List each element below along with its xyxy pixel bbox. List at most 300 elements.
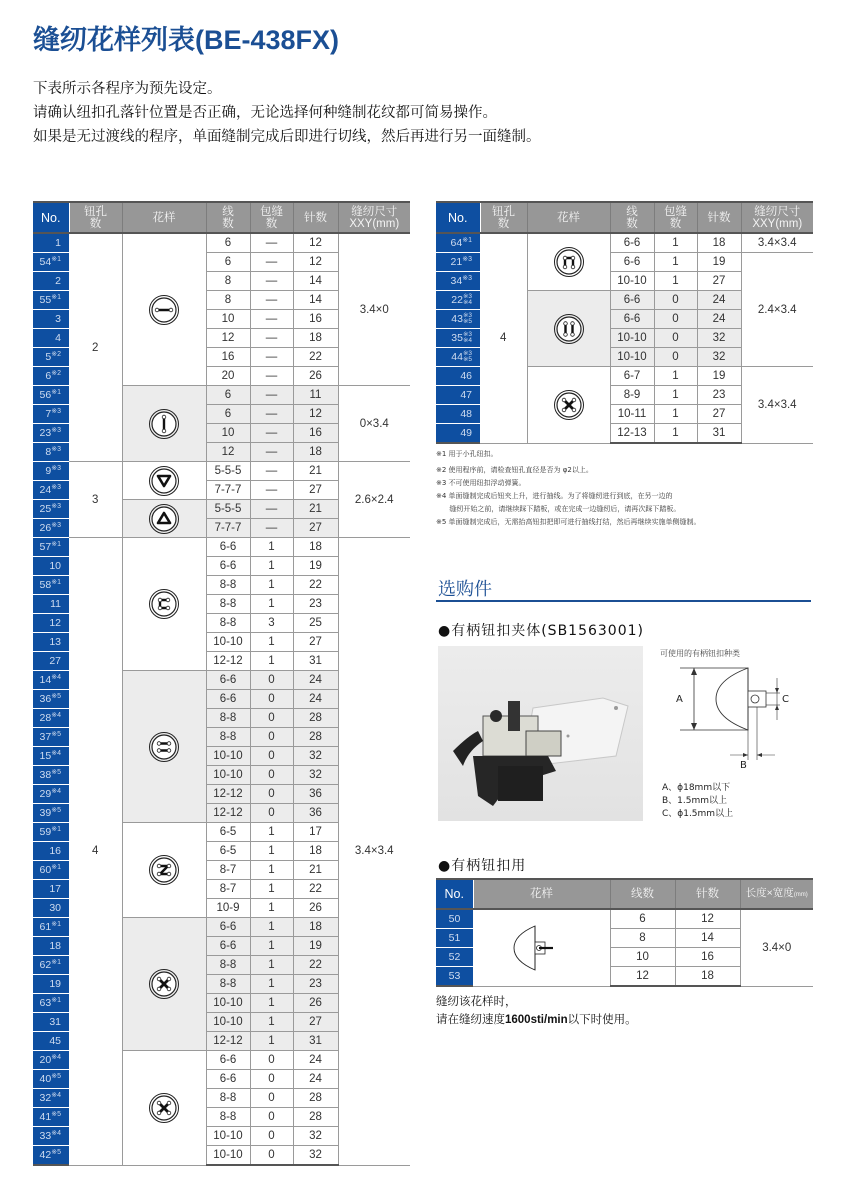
overlock-count: 0 — [250, 1146, 293, 1166]
shank-button-diagram — [660, 660, 800, 770]
footnote-mark: ※5 — [51, 1073, 61, 1080]
program-number: 3 — [33, 310, 69, 329]
caption-line-1: 缝纫该花样时， — [436, 994, 517, 1008]
program-number: 17 — [33, 880, 69, 899]
hole-count: 2 — [69, 233, 122, 462]
overlock-count: 0 — [250, 1051, 293, 1070]
program-number: 46 — [436, 367, 480, 386]
thread-count: 6 — [206, 405, 250, 424]
thread-count: 12-13 — [610, 424, 654, 444]
sew-size: 2.4×3.4 — [741, 253, 813, 367]
table-row — [33, 462, 410, 481]
thread-count: 12-12 — [206, 785, 250, 804]
overlock-count: 1 — [250, 994, 293, 1013]
header-no: No. — [33, 202, 69, 233]
thread-count: 6-6 — [206, 557, 250, 576]
program-number: 60$^{※1}$ — [33, 861, 69, 880]
pattern-cell — [122, 671, 206, 823]
overlock-count: 1 — [654, 233, 697, 253]
footnote-mark: ※3 ※5 — [462, 312, 472, 326]
stitch-count: 26 — [293, 899, 338, 918]
stitch-count: 28 — [293, 709, 338, 728]
stitch-count: 27 — [293, 519, 338, 538]
overlock-count: 1 — [250, 918, 293, 937]
footnote-mark: ※3 — [462, 275, 472, 282]
pattern-cell — [122, 823, 206, 918]
thread-count: 8-8 — [206, 1108, 250, 1127]
stitch-count: 27 — [293, 633, 338, 652]
overlock-count: — — [250, 519, 293, 538]
shank-button-stitch-icon — [473, 923, 610, 973]
footnote-4: ※4 单面缝制完成后钮夹上升，进行抽线。为了将缝纫进行到底，在另一边的 — [436, 492, 673, 500]
overlock-count: — — [250, 310, 293, 329]
program-number: 55$^{※1}$ — [33, 291, 69, 310]
sew-size: 3.4×3.4 — [741, 233, 813, 253]
overlock-count: 0 — [250, 1089, 293, 1108]
stitch-count: 23 — [293, 595, 338, 614]
overlock-count: — — [250, 386, 293, 405]
stitch-count: 32 — [697, 348, 741, 367]
vertical-bar-stitch-icon — [123, 408, 206, 440]
pattern-cell — [473, 909, 610, 986]
header-threads: 线 数 — [610, 202, 654, 233]
stitch-count: 24 — [697, 291, 741, 310]
program-number: 36$^{※5}$ — [33, 690, 69, 709]
pattern-cell — [122, 500, 206, 538]
overlock-count: 0 — [250, 766, 293, 785]
program-number: 35※3 ※4 — [436, 329, 480, 348]
header-pattern: 花样 — [473, 879, 610, 909]
thread-count: 10 — [206, 424, 250, 443]
stitch-count: 21 — [293, 861, 338, 880]
program-number: 14$^{※4}$ — [33, 671, 69, 690]
stitch-count: 16 — [675, 948, 740, 967]
cross-stitch-icon — [528, 389, 610, 421]
thread-count: 8-8 — [206, 595, 250, 614]
overlock-count: 0 — [654, 329, 697, 348]
program-number: 10 — [33, 557, 69, 576]
footnote-mark: ※1 — [51, 826, 61, 833]
program-number: 15$^{※4}$ — [33, 747, 69, 766]
shank-pattern-table — [436, 878, 813, 987]
stitch-count: 16 — [293, 310, 338, 329]
table-row — [436, 233, 813, 253]
program-number: 44※3 ※5 — [436, 348, 480, 367]
program-number: 22※3 ※4 — [436, 291, 480, 310]
page-title: 缝纫花样列表(BE-438FX) — [33, 25, 340, 55]
label-b: B — [740, 760, 747, 771]
intro-line-1: 下表所示各程序为预先设定。 — [33, 81, 222, 97]
program-number: 25$^{※3}$ — [33, 500, 69, 519]
spec-c: C、ϕ1.5mm以上 — [662, 809, 734, 819]
thread-count: 6-6 — [610, 310, 654, 329]
footnote-mark: ※4 — [51, 788, 61, 795]
thread-count: 8-8 — [206, 1089, 250, 1108]
thread-count: 6-6 — [206, 671, 250, 690]
stitch-count: 23 — [697, 386, 741, 405]
thread-count: 5-5-5 — [206, 462, 250, 481]
c-shape-stitch-icon — [123, 588, 206, 620]
pattern-cell — [527, 291, 610, 367]
stitch-count: 28 — [293, 1089, 338, 1108]
stitch-count: 18 — [293, 538, 338, 557]
header-pattern: 花样 — [122, 202, 206, 233]
overlock-count: 1 — [250, 1013, 293, 1032]
stitch-count: 36 — [293, 804, 338, 823]
footnote-mark: ※4 — [51, 1054, 61, 1061]
stitch-count: 14 — [293, 272, 338, 291]
thread-count: 6-6 — [206, 538, 250, 557]
footnote-mark: ※3 — [51, 484, 61, 491]
footnote-mark: ※5 — [51, 1149, 61, 1156]
overlock-count: 0 — [250, 671, 293, 690]
pattern-cell — [122, 386, 206, 462]
thread-count: 8-8 — [206, 709, 250, 728]
sew-size: 2.6×2.4 — [338, 462, 410, 538]
footnote-mark: ※3 — [51, 408, 61, 415]
thread-count: 12 — [610, 967, 675, 987]
program-number: 47 — [436, 386, 480, 405]
header-size: 缝纫尺寸 XXY(mm) — [741, 202, 813, 233]
overlock-count: 0 — [654, 291, 697, 310]
overlock-count: — — [250, 481, 293, 500]
thread-count: 6-7 — [610, 367, 654, 386]
program-number: 6$^{※2}$ — [33, 367, 69, 386]
overlock-count: — — [250, 405, 293, 424]
overlock-count: — — [250, 272, 293, 291]
horizontal-bar-stitch-icon — [123, 294, 206, 326]
thread-count: 12 — [206, 443, 250, 462]
thread-count: 6-6 — [610, 233, 654, 253]
footnote-mark: ※3 — [51, 446, 61, 453]
overlock-count: 0 — [250, 709, 293, 728]
header-no: No. — [436, 202, 480, 233]
overlock-count: 1 — [654, 367, 697, 386]
program-number: 33$^{※4}$ — [33, 1127, 69, 1146]
program-number: 49 — [436, 424, 480, 444]
thread-count: 5-5-5 — [206, 500, 250, 519]
program-number: 48 — [436, 405, 480, 424]
footnote-3: ※3 不可使用纽扣浮动弹簧。 — [436, 479, 526, 487]
stitch-count: 17 — [293, 823, 338, 842]
thread-count: 12 — [206, 329, 250, 348]
thread-count: 8-8 — [206, 576, 250, 595]
footnote-mark: ※3 — [51, 427, 61, 434]
program-number: 43※3 ※5 — [436, 310, 480, 329]
program-number: 19 — [33, 975, 69, 994]
thread-count: 10-10 — [206, 1127, 250, 1146]
thread-count: 10-10 — [206, 1013, 250, 1032]
footnote-mark: ※4 — [51, 1130, 61, 1137]
overlock-count: 1 — [654, 272, 697, 291]
hole-count: 3 — [69, 462, 122, 538]
thread-count: 6-6 — [610, 291, 654, 310]
overlock-count: 1 — [250, 823, 293, 842]
header-stitches: 针数 — [293, 202, 338, 233]
footnote-4-cont: 缝纫开始之前，请继续踩下踏板，或在完成一边缝纫后，请再次踩下踏板。 — [436, 505, 681, 513]
thread-count: 6-6 — [206, 918, 250, 937]
overlock-count: 0 — [250, 690, 293, 709]
thread-count: 10-11 — [610, 405, 654, 424]
stitch-count: 24 — [293, 671, 338, 690]
overlock-count: 1 — [250, 937, 293, 956]
clamp-title: ●有柄钮扣夹体(SB1563001) — [438, 623, 644, 639]
stitch-count: 28 — [293, 728, 338, 747]
thread-count: 10 — [206, 310, 250, 329]
program-number: 24$^{※3}$ — [33, 481, 69, 500]
triangle-up-stitch-icon — [123, 503, 206, 535]
footnote-mark: ※3 — [51, 465, 61, 472]
program-number: 37$^{※5}$ — [33, 728, 69, 747]
thread-count: 8 — [610, 929, 675, 948]
header-overlock: 包缝 数 — [654, 202, 697, 233]
stitch-count: 14 — [293, 291, 338, 310]
stitch-count: 32 — [293, 1127, 338, 1146]
footnote-mark: ※4 — [51, 750, 61, 757]
overlock-count: — — [250, 462, 293, 481]
program-number: 18 — [33, 937, 69, 956]
program-number: 64$^{※1}$ — [436, 233, 480, 253]
pattern-cell — [122, 1051, 206, 1166]
footnote-mark: ※5 — [51, 807, 61, 814]
thread-count: 6-6 — [206, 937, 250, 956]
program-number: 53 — [436, 967, 473, 987]
stitch-count: 32 — [293, 1146, 338, 1166]
header-size: 缝纫尺寸 XXY(mm) — [338, 202, 410, 233]
stitch-count: 14 — [675, 929, 740, 948]
program-number: 1 — [33, 233, 69, 253]
sew-size: 3.4×3.4 — [338, 538, 410, 1166]
stitch-count: 32 — [697, 329, 741, 348]
footnote-mark: ※1 — [51, 389, 61, 396]
program-number: 50 — [436, 909, 473, 929]
thread-count: 6 — [206, 253, 250, 272]
pattern-cell — [122, 462, 206, 500]
footnote-mark: ※2 — [51, 370, 61, 377]
stitch-count: 31 — [293, 652, 338, 671]
sew-size: 0×3.4 — [338, 386, 410, 462]
shank-title: ●有柄钮扣用 — [438, 858, 527, 874]
cross-stitch-icon — [123, 968, 206, 1000]
program-number: 27 — [33, 652, 69, 671]
footnote-mark: ※4 — [51, 1092, 61, 1099]
overlock-count: 1 — [250, 595, 293, 614]
program-number: 62$^{※1}$ — [33, 956, 69, 975]
overlock-count: 0 — [250, 1070, 293, 1089]
hole-count: 4 — [69, 538, 122, 1166]
thread-count: 20 — [206, 367, 250, 386]
footnote-mark: ※1 — [51, 294, 61, 301]
stitch-count: 27 — [293, 1013, 338, 1032]
thread-count: 10-10 — [206, 633, 250, 652]
header-overlock: 包缝 数 — [250, 202, 293, 233]
stitch-count: 19 — [293, 937, 338, 956]
overlock-count: — — [250, 329, 293, 348]
program-number: 11 — [33, 595, 69, 614]
overlock-count: — — [250, 443, 293, 462]
overlock-count: 0 — [250, 728, 293, 747]
pattern-table-left — [33, 201, 410, 1166]
thread-count: 10 — [610, 948, 675, 967]
program-number: 59$^{※1}$ — [33, 823, 69, 842]
overlock-count: — — [250, 348, 293, 367]
thread-count: 8-7 — [206, 861, 250, 880]
stitch-count: 32 — [293, 747, 338, 766]
hole-count: 4 — [480, 233, 527, 443]
overlock-count: 1 — [250, 538, 293, 557]
thread-count: 6-5 — [206, 842, 250, 861]
stitch-count: 26 — [293, 994, 338, 1013]
overlock-count: 1 — [654, 386, 697, 405]
program-number: 30 — [33, 899, 69, 918]
program-number: 12 — [33, 614, 69, 633]
footnote-mark: ※5 — [51, 731, 61, 738]
thread-count: 12-12 — [206, 804, 250, 823]
thread-count: 8-8 — [206, 728, 250, 747]
thread-count: 6-6 — [206, 1070, 250, 1089]
program-number: 16 — [33, 842, 69, 861]
footnote-mark: ※4 — [51, 712, 61, 719]
header-pattern: 花样 — [527, 202, 610, 233]
stitch-count: 24 — [293, 1070, 338, 1089]
thread-count: 6 — [206, 233, 250, 253]
stitch-count: 18 — [697, 233, 741, 253]
pattern-cell — [122, 538, 206, 671]
stitch-count: 12 — [293, 233, 338, 253]
options-section-title: 选购件 — [438, 579, 492, 600]
overlock-count: 1 — [654, 424, 697, 444]
thread-count: 8-9 — [610, 386, 654, 405]
header-threads: 线数 — [610, 879, 675, 909]
thread-count: 8-8 — [206, 975, 250, 994]
stitch-count: 23 — [293, 975, 338, 994]
thread-count: 8-8 — [206, 956, 250, 975]
stitch-count: 28 — [293, 1108, 338, 1127]
stitch-count: 18 — [293, 842, 338, 861]
overlock-count: 1 — [250, 842, 293, 861]
program-number: 52 — [436, 948, 473, 967]
overlock-count: 0 — [250, 1127, 293, 1146]
program-number: 13 — [33, 633, 69, 652]
program-number: 39$^{※5}$ — [33, 804, 69, 823]
stitch-count: 18 — [293, 443, 338, 462]
program-number: 45 — [33, 1032, 69, 1051]
triangle-down-stitch-icon — [123, 465, 206, 497]
table-row — [33, 538, 410, 557]
overlock-count: 1 — [250, 576, 293, 595]
thread-count: 6-6 — [206, 1051, 250, 1070]
footnote-mark: ※3 — [51, 503, 61, 510]
overlock-count: — — [250, 500, 293, 519]
overlock-count: 1 — [250, 899, 293, 918]
footnote-mark: ※5 — [51, 769, 61, 776]
table-row — [33, 233, 410, 253]
pattern-cell — [527, 367, 610, 444]
overlock-count: 1 — [654, 253, 697, 272]
footnote-mark: ※2 — [51, 351, 61, 358]
stitch-count: 25 — [293, 614, 338, 633]
stitch-count: 31 — [697, 424, 741, 444]
caption-line-2: 请在缝纫速度1600sti/min以下时使用。 — [436, 1012, 637, 1026]
pattern-cell — [122, 918, 206, 1051]
overlock-count: — — [250, 233, 293, 253]
overlock-count: 0 — [250, 747, 293, 766]
stitch-count: 18 — [293, 329, 338, 348]
overlock-count: 1 — [250, 861, 293, 880]
stitch-count: 12 — [675, 909, 740, 929]
overlock-count: 0 — [250, 1108, 293, 1127]
program-number: 8$^{※3}$ — [33, 443, 69, 462]
overlock-count: — — [250, 424, 293, 443]
program-number: 9$^{※3}$ — [33, 462, 69, 481]
double-horizontal-stitch-icon — [123, 731, 206, 763]
program-number: 5$^{※2}$ — [33, 348, 69, 367]
stitch-count: 22 — [293, 880, 338, 899]
program-number: 54$^{※1}$ — [33, 253, 69, 272]
overlock-count: 1 — [250, 1032, 293, 1051]
program-number: 32$^{※4}$ — [33, 1089, 69, 1108]
program-number: 26$^{※3}$ — [33, 519, 69, 538]
stitch-count: 26 — [293, 367, 338, 386]
footnote-mark: ※1 — [51, 864, 61, 871]
overlock-count: 0 — [250, 804, 293, 823]
program-number: 21$^{※3}$ — [436, 253, 480, 272]
header-stitches: 针数 — [675, 879, 740, 909]
footnote-mark: ※3 ※4 — [462, 331, 472, 345]
thread-count: 7-7-7 — [206, 481, 250, 500]
overlock-count: 1 — [250, 652, 293, 671]
header-stitches: 针数 — [697, 202, 741, 233]
stitch-count: 16 — [293, 424, 338, 443]
stitch-count: 18 — [293, 918, 338, 937]
program-number: 34$^{※3}$ — [436, 272, 480, 291]
stitch-count: 12 — [293, 405, 338, 424]
stitch-count: 19 — [293, 557, 338, 576]
footnote-mark: ※1 — [51, 959, 61, 966]
program-number: 61$^{※1}$ — [33, 918, 69, 937]
sew-size: 3.4×0 — [740, 909, 813, 986]
overlock-count: 1 — [250, 880, 293, 899]
footnote-mark: ※5 — [51, 693, 61, 700]
stitch-count: 27 — [697, 272, 741, 291]
overlock-count: 0 — [654, 348, 697, 367]
program-number: 58$^{※1}$ — [33, 576, 69, 595]
stitch-count: 19 — [697, 367, 741, 386]
footnote-2: ※2 使用程序前，请检查钮孔直径是否为 φ2以上。 — [436, 466, 593, 474]
section-divider — [436, 600, 811, 602]
thread-count: 10-10 — [206, 747, 250, 766]
stitch-count: 27 — [293, 481, 338, 500]
footnote-mark: ※4 — [51, 674, 61, 681]
thread-count: 10-10 — [610, 329, 654, 348]
intro-line-2: 请确认纽扣孔落针位置是否正确，无论选择何种缝制花纹都可简易操作。 — [33, 105, 497, 121]
pattern-cell — [527, 233, 610, 291]
program-number: 4 — [33, 329, 69, 348]
thread-count: 16 — [206, 348, 250, 367]
footnote-mark: ※3 ※4 — [462, 293, 472, 307]
overlock-count: — — [250, 367, 293, 386]
button-clamp-photo — [438, 646, 643, 821]
overlock-count: 1 — [250, 975, 293, 994]
thread-count: 8-7 — [206, 880, 250, 899]
thread-count: 10-10 — [206, 994, 250, 1013]
thread-count: 6 — [610, 909, 675, 929]
program-number: 63$^{※1}$ — [33, 994, 69, 1013]
overlock-count: 1 — [250, 633, 293, 652]
overlock-count: 1 — [654, 405, 697, 424]
stitch-count: 22 — [293, 956, 338, 975]
overlock-count: 3 — [250, 614, 293, 633]
